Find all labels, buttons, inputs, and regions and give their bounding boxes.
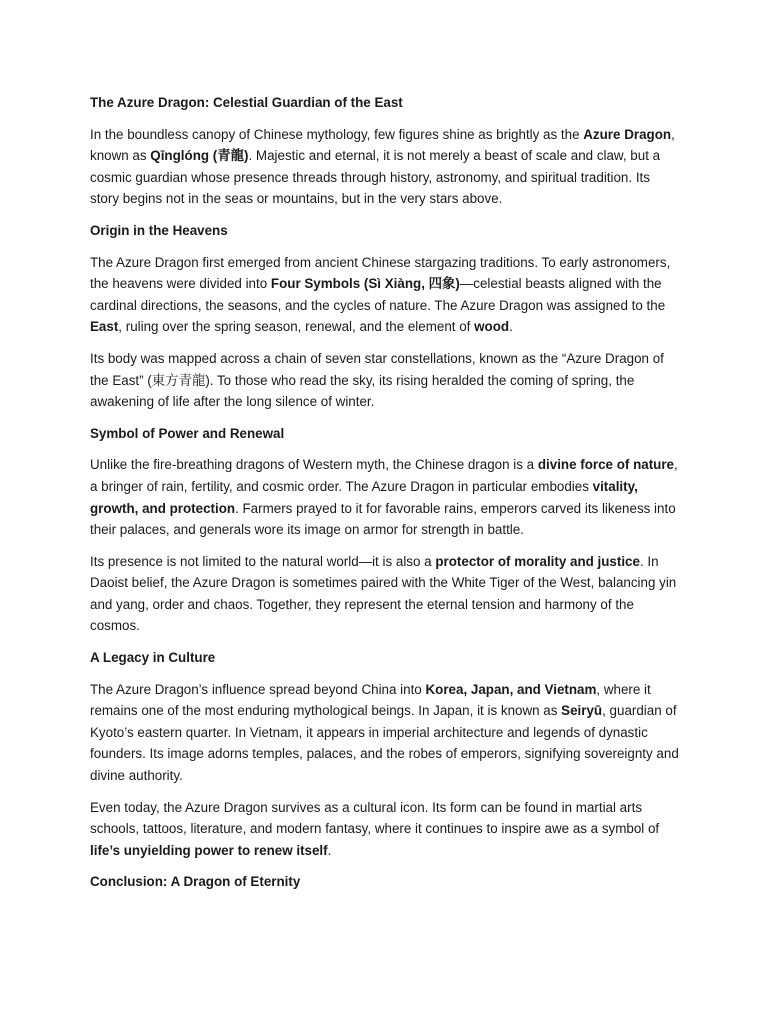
text-run: Its presence is not limited to the natural world—it is also a	[90, 553, 436, 569]
bold-run: Korea, Japan, and Vietnam	[425, 681, 597, 697]
document-title: The Azure Dragon: Celestial Guardian of the East	[90, 95, 403, 110]
text-run: , a bringer of rain, fertility, and cosmic order. The Azure Dragon in particular embodies	[90, 457, 678, 494]
bold-run: protector of morality and justice	[435, 553, 640, 569]
legacy-paragraph-2	[90, 797, 680, 862]
text-run: . In Daoist belief, the Azure Dragon is sometimes paired with the White Tiger of the West, balancing yin and yang, order and chaos. Together, they represent the eternal tension and harmony of the cosmos.	[90, 553, 677, 634]
power-paragraph-2	[90, 551, 680, 637]
text-run: . Farmers prayed to it for favorable rains, emperors carved its likeness into their palaces, and generals wore its image on armor for strength in battle.	[90, 500, 676, 538]
bold-run: vitality, growth, and protection	[90, 478, 638, 516]
section-heading-legacy: A Legacy in Culture	[90, 650, 216, 666]
text-run: The Azure Dragon first emerged from ancient Chinese stargazing traditions. To early astronomers, the heavens were divided into	[90, 254, 671, 292]
bold-run: wood	[474, 319, 510, 335]
text-run: The Azure Dragon’s influence spread beyond China into	[90, 681, 426, 697]
bold-run: life’s unyielding power to renew itself	[90, 842, 328, 858]
legacy-paragraph-1	[90, 679, 680, 787]
origin-paragraph-2: Its body was mapped across a chain of seven star constellations, known as the “Azure Dragon of the East” (東方青龍). To those who read the sky, its rising heralded the coming of spring, the awakening of life after the long silence of winter.	[90, 350, 664, 410]
bold-run: Qīnglóng (青龍)	[150, 148, 249, 164]
section-heading-conclusion: Conclusion: A Dragon of Eternity	[90, 874, 301, 890]
intro-paragraph	[90, 124, 680, 210]
bold-run: Seiryū	[561, 703, 603, 719]
text-run: , where it remains one of the most enduring mythological beings. In Japan, it is known as	[90, 681, 651, 719]
text-run: In the boundless canopy of Chinese mythology, few figures shine as brightly as the	[90, 126, 584, 142]
bold-run: East	[90, 319, 119, 335]
document-body	[90, 92, 680, 903]
section-heading-power: Symbol of Power and Renewal	[90, 425, 285, 441]
power-paragraph-1	[90, 454, 680, 540]
text-run: . Majestic and eternal, it is not merely a beast of scale and claw, but a cosmic guardian whose presence threads through history, astronomy, and spiritual tradition. Its story begins not in the seas or mountains, but in the very stars above.	[90, 148, 661, 207]
text-run: , guardian of Kyoto’s eastern quarter. In Vietnam, it appears in imperial architecture and legends of dynastic founders. Its image adorns temples, palaces, and the robes of emperors, signifying sovereignty and divine authority.	[90, 703, 679, 784]
text-run: .	[327, 842, 332, 858]
bold-run: divine force of nature	[537, 457, 675, 473]
text-run: , ruling over the spring season, renewal, and the element of	[118, 319, 475, 335]
text-run: —celestial beasts aligned with the cardinal directions, the seasons, and the cycles of nature. The Azure Dragon was assigned to the	[90, 276, 666, 313]
section-heading-origin: Origin in the Heavens	[90, 222, 228, 238]
text-run: .	[509, 319, 513, 335]
text-run: , known as	[90, 126, 675, 164]
bold-run: Azure Dragon	[583, 126, 672, 142]
text-run: Unlike the fire-breathing dragons of Western myth, the Chinese dragon is a	[90, 457, 538, 473]
bold-run: Four Symbols (Sì Xiàng, 四象)	[270, 276, 460, 292]
text-run: Even today, the Azure Dragon survives as a cultural icon. Its form can be found in martial arts schools, tattoos, literature, and modern fantasy, where it continues to inspire awe as a symbol of	[90, 799, 660, 837]
origin-paragraph-1	[90, 252, 680, 338]
